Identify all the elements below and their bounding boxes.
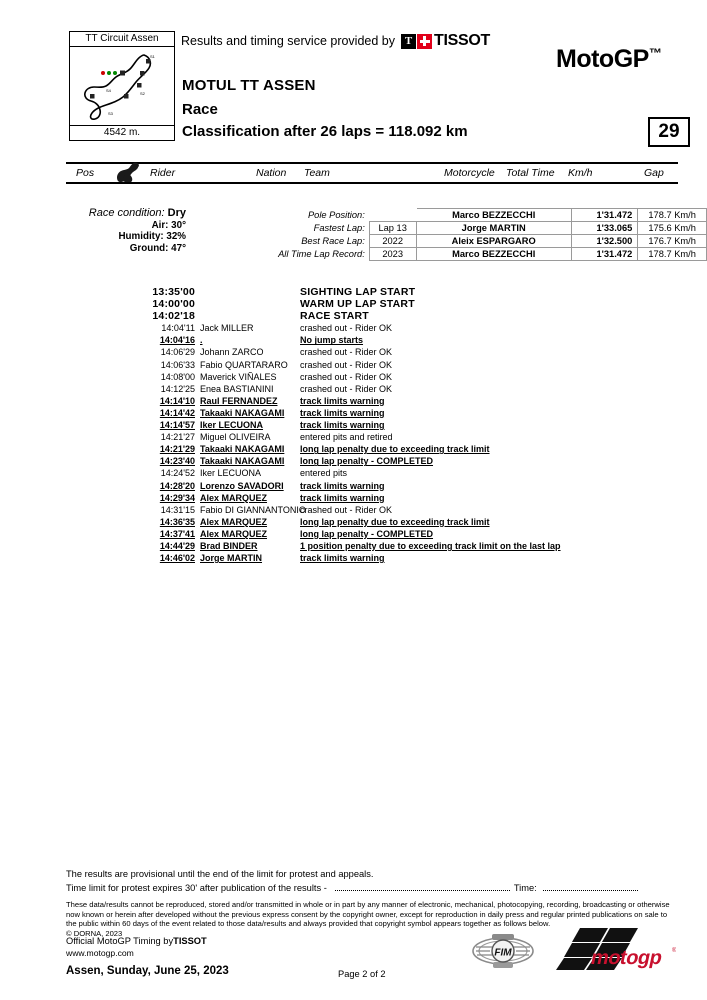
event-description: SIGHTING LAP START [300,286,416,298]
event-description: long lap penalty due to exceeding track limit [300,516,490,527]
event-description: long lap penalty due to exceeding track limit [300,444,490,455]
event-log [66,286,678,564]
event-log-row [66,528,678,540]
event-description: crashed out - Rider OK [300,323,393,334]
event-log-row [66,371,678,383]
event-rider: Jack MILLER [200,323,254,334]
event-log-row [66,334,678,346]
svg-text:S4: S4 [106,88,111,93]
session-name: Race [182,101,218,118]
record-speed-best-race: 176.7 Km/h [638,235,707,248]
event-rider: Miguel OLIVEIRA [200,432,271,443]
ground-temp-label: Ground: [129,242,169,254]
event-time: 14:04'11 [161,323,195,334]
series-name: MotoGP [556,45,649,73]
event-time: 14:06'29 [160,347,195,358]
official-timing-prefix: Official MotoGP Timing by [66,936,174,946]
record-time-all-time: 1'31.472 [571,248,637,261]
humidity-row [66,231,186,243]
record-lap-best-race: 2022 [369,235,416,248]
svg-text:S3: S3 [108,111,113,116]
record-time-best-race: 1'32.500 [571,235,637,248]
event-description: track limits warning [300,492,385,503]
event-rider: Maverick VIÑALES [200,371,277,382]
event-log-row [66,310,678,322]
svg-text:FIM: FIM [494,947,512,959]
column-header-team: Team [304,167,330,179]
column-header-pos: Pos [76,167,95,179]
event-time: 14:44'29 [159,540,195,551]
official-timing-brand: TISSOT [173,936,207,946]
event-log-row [66,298,678,310]
record-speed-fastest: 175.6 Km/h [638,222,707,235]
event-time: 14:29'34 [159,492,195,503]
event-log-row [66,407,678,419]
event-rider: Iker LECUONA [200,468,262,479]
records-row-all-time [268,248,707,261]
page-number: Page 2 of 2 [338,969,386,979]
event-time: 14:46'02 [159,553,195,564]
tissot-cross-icon [417,34,432,49]
website-url[interactable]: www.motogp.com [66,947,134,958]
event-rider: Takaaki NAKAGAMI [200,407,285,418]
event-time: 14:14'42 [159,407,195,418]
event-time: 14:14'57 [159,420,195,431]
tissot-logo [401,33,490,49]
event-log-row [66,552,678,564]
timing-provider-text: Results and timing service provided by [181,34,395,48]
timing-provider-line [181,33,490,49]
event-rider: Takaaki NAKAGAMI [200,444,285,455]
air-temp-value: 30° [171,219,186,231]
records-row-fastest [268,222,707,235]
event-log-row [66,431,678,443]
event-description: No jump starts [300,335,364,346]
air-temp-row [66,220,186,232]
event-log-row [66,286,678,298]
event-log-row [66,516,678,528]
event-description: RACE START [300,310,369,323]
place-and-date: Assen, Sunday, June 25, 2023 [66,964,229,977]
column-header-total-time: Total Time [506,167,555,179]
event-rider: Alex MARQUEZ [200,528,268,539]
circuit-info-box [69,31,175,141]
ground-temp-value: 47° [171,242,186,254]
record-rider-all-time: Marco BEZZECCHI [416,248,571,261]
record-rider-fastest: Jorge MARTIN [416,222,571,235]
event-rider: Iker LECUONA [200,420,264,431]
column-header-nation: Nation [256,167,287,179]
event-description: crashed out - Rider OK [300,383,393,394]
motogp-logo-icon [546,926,676,972]
event-rider: Fabio DI GIANNANTONIO [200,504,306,515]
svg-text:S1: S1 [150,54,155,59]
event-log-row [66,322,678,334]
event-rider: Lorenzo SAVADORI [200,480,284,491]
record-lap-pole [369,209,416,222]
svg-text:motogp: motogp [588,947,664,969]
event-time: 14:14'10 [159,395,195,406]
event-description: WARM UP LAP START [300,298,415,311]
column-header-motorcycle: Motorcycle [444,167,495,179]
record-rider-pole: Marco BEZZECCHI [416,209,571,222]
record-label-best-race: Best Race Lap: [301,236,365,246]
event-rider: Raul FERNANDEZ [200,395,278,406]
event-log-row [66,419,678,431]
event-log-row [66,504,678,516]
event-time: 13:35'00 [152,286,195,298]
copyright-line: © DORNA, 2023 [66,928,123,938]
event-time: 14:12'25 [160,383,195,394]
race-condition-label: Race condition: [88,207,165,219]
event-log-row [66,492,678,504]
humidity-value: 32% [166,231,186,242]
event-rider: Enea BASTIANINI [200,383,274,394]
event-description: crashed out - Rider OK [300,504,393,515]
air-temp-label: Air: [151,219,169,231]
event-description: track limits warning [300,553,385,564]
provisional-notice: The results are provisional until the end of the limit for protest and appeals. [66,869,374,879]
event-rider: Fabio QUARTARARO [200,359,288,370]
record-speed-pole: 178.7 Km/h [638,209,707,222]
event-description: long lap penalty - COMPLETED [300,528,434,539]
header-rule-top [66,162,678,164]
event-log-row [66,346,678,358]
column-header-gap: Gap [644,167,664,179]
protest-line [66,881,678,896]
event-description: long lap penalty - COMPLETED [300,456,434,467]
event-description: entered pits and retired [300,432,393,443]
record-speed-all-time: 178.7 Km/h [638,248,707,261]
event-log-row [66,383,678,395]
protest-time-line [543,883,638,891]
event-description: crashed out - Rider OK [300,347,393,358]
event-time: 14:21'29 [159,444,195,455]
column-header-kmh: Km/h [568,167,593,179]
event-rider: Jorge MARTIN [200,553,263,564]
event-time: 14:28'20 [159,480,195,491]
tissot-wordmark: TISSOT [434,32,490,49]
event-time: 14:06'33 [160,359,195,370]
event-time: 14:23'40 [159,456,195,467]
event-time: 14:36'35 [159,516,195,527]
records-table [268,208,707,261]
circuit-map [69,47,175,126]
event-time: 14:02'18 [152,310,195,323]
event-rider: Brad BINDER [200,540,258,551]
svg-text:®: ® [672,948,676,954]
event-time: 14:21'27 [160,432,195,443]
event-description: track limits warning [300,420,385,431]
records-row-best-race-lap [268,235,707,248]
event-log-row [66,467,678,479]
tissot-t-mark: T [401,34,416,49]
event-log-row [66,480,678,492]
event-rider: . [200,335,203,346]
event-time: 14:04'16 [159,335,195,346]
race-condition-row [66,208,186,220]
race-condition-value: Dry [167,207,186,219]
column-header-rider: Rider [150,167,176,179]
footer-bottom-block [66,936,678,977]
humidity-label: Humidity: [118,231,164,242]
event-log-row [66,455,678,467]
race-conditions-block [66,208,186,254]
copyright-legal-text: These data/results cannot be reproduced, stored and/or transmitted in whole or in part by any manner of electronic, mechanical, photocopying, recording, broadcasting or otherwise now known or herein after developed without the previous express consent by the copyright owner, except for reproduction in daily press and regular printed publications on sale to the public within 60 days of the event related to those data/results and always provided that copyright symbol appears together as follows below. [66,900,670,929]
circuit-length: 4542 m. [69,126,175,141]
protest-text: Time limit for protest expires 30' after publication of the results - [66,883,327,893]
event-description: entered pits [300,468,348,479]
rider-number-badge: 29 [648,117,690,147]
event-title: MOTUL TT ASSEN [182,77,316,94]
ground-temp-row [66,243,186,255]
event-description: crashed out - Rider OK [300,359,393,370]
classification-line: Classification after 26 laps = 118.092 km [182,123,468,140]
record-lap-all-time: 2023 [369,248,416,261]
event-time: 14:08'00 [160,371,195,382]
record-label-all-time: All Time Lap Record: [278,249,365,259]
event-description: track limits warning [300,480,385,491]
event-time: 14:00'00 [152,298,195,311]
results-column-header [66,162,678,184]
record-time-fastest: 1'33.065 [571,222,637,235]
circuit-map-svg [70,47,174,125]
header-rule-bottom [66,182,678,184]
event-description: track limits warning [300,407,385,418]
event-description: crashed out - Rider OK [300,371,393,382]
event-rider: Alex MARQUEZ [200,516,268,527]
event-log-row [66,540,678,552]
event-log-row [66,395,678,407]
event-rider: Takaaki NAKAGAMI [200,456,285,467]
circuit-name: TT Circuit Assen [69,31,175,47]
record-label-pole: Pole Position: [307,210,365,220]
event-time: 14:37'41 [159,528,195,539]
event-description: track limits warning [300,395,385,406]
event-rider: Alex MARQUEZ [200,492,268,503]
event-description: 1 position penalty due to exceeding track limit on the last lap [300,540,561,551]
fim-logo-icon [472,930,534,972]
event-log-row [66,359,678,371]
event-log-row [66,443,678,455]
records-row-pole [268,209,707,222]
protest-signature-line [335,883,510,891]
protest-time-label: Time: [513,883,537,893]
record-lap-fastest: Lap 13 [369,222,416,235]
record-time-pole: 1'31.472 [571,209,637,222]
trademark-symbol: ™ [648,45,662,61]
svg-text:S2: S2 [140,91,145,96]
event-time: 14:31'15 [160,504,195,515]
event-time: 14:24'52 [160,468,195,479]
event-rider: Johann ZARCO [200,347,264,358]
series-title [556,45,662,74]
record-label-fastest: Fastest Lap: [313,223,365,233]
record-rider-best-race: Aleix ESPARGARO [416,235,571,248]
